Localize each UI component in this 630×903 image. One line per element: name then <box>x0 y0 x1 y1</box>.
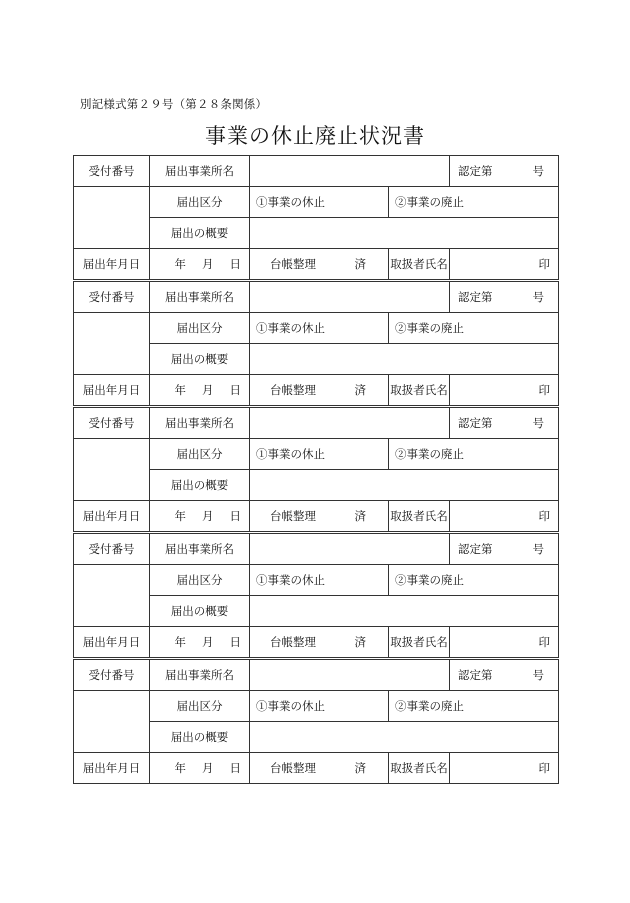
record-block-3 <box>73 407 559 532</box>
row-category <box>74 187 559 218</box>
receipt-no-label: 受付番号 <box>74 408 150 439</box>
office-name-label: 届出事業所名 <box>150 282 250 313</box>
handler-field[interactable] <box>450 627 559 658</box>
ledger-label: 台帳整理 <box>270 257 316 271</box>
summary-label: 届出の概要 <box>150 470 250 501</box>
date-field[interactable] <box>150 627 250 658</box>
ledger-label: 台帳整理 <box>270 635 316 649</box>
handler-field[interactable] <box>450 501 559 532</box>
year-label: 年 <box>174 635 186 649</box>
ledger-done-label: 済 <box>354 761 366 775</box>
seal-label: 印 <box>538 635 550 649</box>
cert-no-suffix: 号 <box>532 164 544 178</box>
ledger-cell[interactable] <box>250 375 389 406</box>
option-abolish[interactable]: ②事業の廃止 <box>389 565 559 596</box>
row-receipt <box>74 156 559 187</box>
date-label: 届出年月日 <box>74 375 150 406</box>
month-label: 月 <box>202 509 214 523</box>
office-name-field[interactable] <box>250 156 450 187</box>
ledger-cell[interactable] <box>250 249 389 280</box>
cert-no-prefix: 認定第 <box>458 542 493 556</box>
cert-no-field[interactable] <box>450 534 559 565</box>
handler-label: 取扱者氏名 <box>389 627 450 658</box>
row-date <box>74 249 559 280</box>
row-date <box>74 501 559 532</box>
summary-field[interactable] <box>250 218 559 249</box>
ledger-label: 台帳整理 <box>270 509 316 523</box>
record-blocks <box>73 155 558 784</box>
receipt-no-label: 受付番号 <box>74 660 150 691</box>
option-suspend[interactable]: ①事業の休止 <box>250 565 389 596</box>
receipt-no-label: 受付番号 <box>74 282 150 313</box>
row-category <box>74 691 559 722</box>
row-category <box>74 565 559 596</box>
option-abolish[interactable]: ②事業の廃止 <box>389 691 559 722</box>
category-label: 届出区分 <box>150 187 250 218</box>
summary-label: 届出の概要 <box>150 218 250 249</box>
option-abolish[interactable]: ②事業の廃止 <box>389 313 559 344</box>
cert-no-suffix: 号 <box>532 668 544 682</box>
option-suspend[interactable]: ①事業の休止 <box>250 313 389 344</box>
category-label: 届出区分 <box>150 439 250 470</box>
row-receipt <box>74 408 559 439</box>
cert-no-suffix: 号 <box>532 290 544 304</box>
form-caption: 別記様式第２９号（第２８条関係） <box>80 97 268 111</box>
row-date <box>74 753 559 784</box>
summary-field[interactable] <box>250 344 559 375</box>
cert-no-prefix: 認定第 <box>458 164 493 178</box>
record-block-1 <box>73 155 559 280</box>
category-label: 届出区分 <box>150 565 250 596</box>
date-label: 届出年月日 <box>74 627 150 658</box>
ledger-cell[interactable] <box>250 501 389 532</box>
ledger-cell[interactable] <box>250 753 389 784</box>
summary-label: 届出の概要 <box>150 722 250 753</box>
ledger-label: 台帳整理 <box>270 383 316 397</box>
receipt-no-field[interactable] <box>74 691 150 753</box>
cert-no-suffix: 号 <box>532 542 544 556</box>
cert-no-prefix: 認定第 <box>458 290 493 304</box>
receipt-no-label: 受付番号 <box>74 534 150 565</box>
office-name-field[interactable] <box>250 282 450 313</box>
record-block-4 <box>73 533 559 658</box>
receipt-no-field[interactable] <box>74 565 150 627</box>
row-receipt <box>74 282 559 313</box>
day-label: 日 <box>229 383 241 397</box>
summary-field[interactable] <box>250 596 559 627</box>
record-block-2 <box>73 281 559 406</box>
date-label: 届出年月日 <box>74 501 150 532</box>
office-name-label: 届出事業所名 <box>150 534 250 565</box>
date-field[interactable] <box>150 501 250 532</box>
option-abolish[interactable]: ②事業の廃止 <box>389 439 559 470</box>
month-label: 月 <box>202 635 214 649</box>
receipt-no-field[interactable] <box>74 187 150 249</box>
handler-field[interactable] <box>450 753 559 784</box>
summary-label: 届出の概要 <box>150 596 250 627</box>
date-field[interactable] <box>150 249 250 280</box>
cert-no-prefix: 認定第 <box>458 416 493 430</box>
option-suspend[interactable]: ①事業の休止 <box>250 439 389 470</box>
day-label: 日 <box>229 509 241 523</box>
row-receipt <box>74 534 559 565</box>
row-date <box>74 627 559 658</box>
month-label: 月 <box>202 383 214 397</box>
category-label: 届出区分 <box>150 691 250 722</box>
cert-no-field[interactable] <box>450 156 559 187</box>
category-label: 届出区分 <box>150 313 250 344</box>
row-date <box>74 375 559 406</box>
row-category <box>74 439 559 470</box>
handler-label: 取扱者氏名 <box>389 375 450 406</box>
row-receipt <box>74 660 559 691</box>
form-title: 事業の休止廃止状況書 <box>205 124 425 148</box>
receipt-no-field[interactable] <box>74 313 150 375</box>
summary-field[interactable] <box>250 722 559 753</box>
year-label: 年 <box>174 509 186 523</box>
seal-label: 印 <box>538 383 550 397</box>
office-name-field[interactable] <box>250 408 450 439</box>
office-name-field[interactable] <box>250 660 450 691</box>
ledger-done-label: 済 <box>354 257 366 271</box>
option-abolish[interactable]: ②事業の廃止 <box>389 187 559 218</box>
row-category <box>74 313 559 344</box>
ledger-done-label: 済 <box>354 383 366 397</box>
year-label: 年 <box>174 383 186 397</box>
month-label: 月 <box>202 761 214 775</box>
office-name-label: 届出事業所名 <box>150 660 250 691</box>
cert-no-prefix: 認定第 <box>458 668 493 682</box>
office-name-label: 届出事業所名 <box>150 156 250 187</box>
option-suspend[interactable]: ①事業の休止 <box>250 187 389 218</box>
handler-label: 取扱者氏名 <box>389 249 450 280</box>
seal-label: 印 <box>538 761 550 775</box>
ledger-done-label: 済 <box>354 509 366 523</box>
day-label: 日 <box>229 257 241 271</box>
date-field[interactable] <box>150 375 250 406</box>
receipt-no-label: 受付番号 <box>74 156 150 187</box>
receipt-no-field[interactable] <box>74 439 150 501</box>
cert-no-field[interactable] <box>450 282 559 313</box>
office-name-field[interactable] <box>250 534 450 565</box>
summary-field[interactable] <box>250 470 559 501</box>
handler-field[interactable] <box>450 249 559 280</box>
day-label: 日 <box>229 635 241 649</box>
cert-no-field[interactable] <box>450 408 559 439</box>
option-suspend[interactable]: ①事業の休止 <box>250 691 389 722</box>
ledger-done-label: 済 <box>354 635 366 649</box>
cert-no-suffix: 号 <box>532 416 544 430</box>
office-name-label: 届出事業所名 <box>150 408 250 439</box>
day-label: 日 <box>229 761 241 775</box>
handler-field[interactable] <box>450 375 559 406</box>
seal-label: 印 <box>538 257 550 271</box>
handler-label: 取扱者氏名 <box>389 753 450 784</box>
summary-label: 届出の概要 <box>150 344 250 375</box>
cert-no-field[interactable] <box>450 660 559 691</box>
date-label: 届出年月日 <box>74 753 150 784</box>
date-label: 届出年月日 <box>74 249 150 280</box>
year-label: 年 <box>174 257 186 271</box>
date-field[interactable] <box>150 753 250 784</box>
record-block-5 <box>73 659 559 784</box>
handler-label: 取扱者氏名 <box>389 501 450 532</box>
ledger-label: 台帳整理 <box>270 761 316 775</box>
seal-label: 印 <box>538 509 550 523</box>
year-label: 年 <box>174 761 186 775</box>
ledger-cell[interactable] <box>250 627 389 658</box>
month-label: 月 <box>202 257 214 271</box>
